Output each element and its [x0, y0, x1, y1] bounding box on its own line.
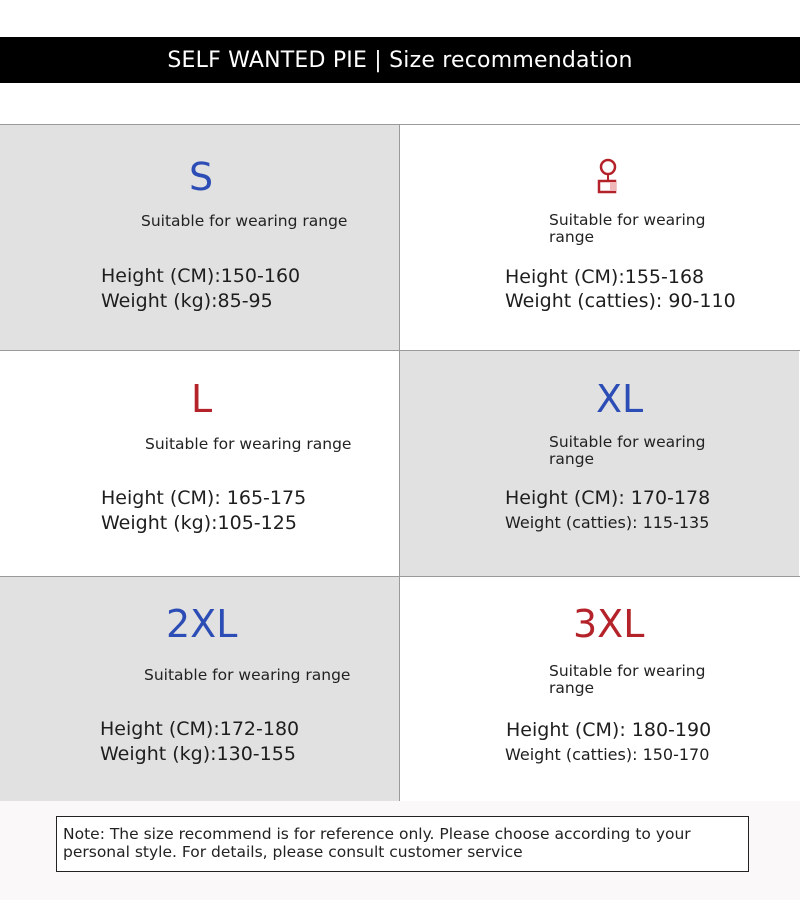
- size-card-l: [0, 351, 399, 576]
- weight-range: Weight (catties): 115-135: [505, 513, 710, 532]
- weight-range: Weight (kg):85-95: [101, 290, 273, 312]
- height-range: Height (CM):150-160: [101, 265, 301, 287]
- size-grid: [0, 124, 800, 801]
- size-card-xl: [400, 351, 799, 576]
- size-label: S: [189, 155, 214, 199]
- size-card-s: [0, 125, 399, 350]
- size-note: Note: The size recommend is for reference only. Please choose according to your personal style. For details, please consult customer service: [56, 816, 749, 872]
- suitable-range-label: Suitable for wearing range: [549, 433, 706, 468]
- height-range: Height (CM):155-168: [505, 266, 705, 288]
- size-card-m: [400, 125, 799, 350]
- suitable-range-label: Suitable for wearing range: [549, 662, 706, 697]
- height-range: Height (CM):172-180: [100, 718, 300, 740]
- size-label: XL: [596, 377, 644, 421]
- weight-range: Weight (catties): 150-170: [505, 745, 710, 764]
- size-label: L: [191, 377, 213, 421]
- size-mark-icon: [595, 155, 623, 195]
- suitable-range-label: Suitable for wearing range: [145, 435, 352, 453]
- height-range: Height (CM): 165-175: [101, 487, 307, 509]
- suitable-range-label: Suitable for wearing range: [141, 212, 348, 230]
- divider-horizontal: [0, 350, 800, 351]
- divider-vertical: [399, 125, 400, 801]
- suitable-range-label: Suitable for wearing range: [549, 211, 706, 246]
- size-label: 3XL: [573, 602, 645, 646]
- size-card-2xl: [0, 577, 399, 802]
- size-label: 2XL: [166, 602, 238, 646]
- page-title: SELF WANTED PIE | Size recommendation: [167, 47, 633, 73]
- weight-range: Weight (kg):130-155: [100, 743, 296, 765]
- divider-horizontal: [0, 576, 800, 577]
- page-title-banner: [0, 37, 800, 83]
- height-range: Height (CM): 170-178: [505, 487, 711, 509]
- weight-range: Weight (kg):105-125: [101, 512, 297, 534]
- weight-range: Weight (catties): 90-110: [505, 290, 736, 312]
- size-card-3xl: [400, 577, 799, 802]
- suitable-range-label: Suitable for wearing range: [144, 666, 351, 684]
- height-range: Height (CM): 180-190: [506, 719, 712, 741]
